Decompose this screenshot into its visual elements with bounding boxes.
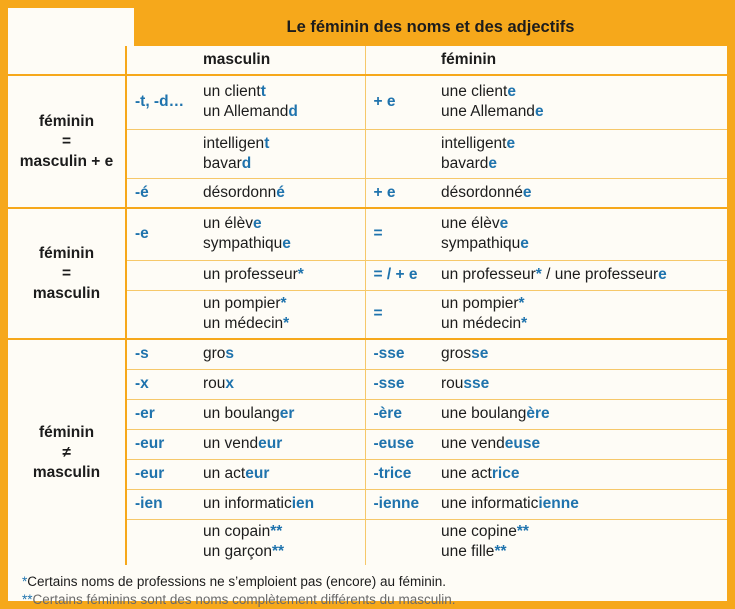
masculine-word xyxy=(195,260,365,290)
feminine-rule: = xyxy=(365,208,433,260)
masculine-ending: -e xyxy=(126,208,195,260)
feminine-word xyxy=(433,260,727,290)
word-line xyxy=(441,265,727,285)
word-line xyxy=(441,374,727,394)
table-frame xyxy=(8,8,727,607)
word-line xyxy=(441,234,727,254)
highlighted-ending: d xyxy=(288,103,298,121)
word-stem: un vend xyxy=(203,435,259,452)
word-stem: un client xyxy=(203,83,261,101)
group-label-line: masculin + e xyxy=(19,152,114,170)
highlighted-ending: ien xyxy=(291,495,315,512)
word-stem: une vend xyxy=(441,435,505,452)
feminine-word xyxy=(433,369,727,399)
word-stem: sympathiqu xyxy=(203,235,283,253)
word-stem: un médecin xyxy=(203,315,284,333)
highlighted-ending: ère xyxy=(526,405,550,422)
word-line xyxy=(441,522,727,542)
word-line xyxy=(203,154,365,174)
feminine-rule: + e xyxy=(365,178,433,208)
word-line xyxy=(441,183,727,203)
grammar-table xyxy=(8,46,727,565)
word-line xyxy=(203,404,365,424)
masculine-word xyxy=(195,290,365,339)
masculine-ending: -ien xyxy=(126,489,195,519)
word-line xyxy=(203,494,365,514)
highlighted-ending: t xyxy=(260,83,266,101)
feminine-word xyxy=(433,339,727,369)
highlighted-ending: é xyxy=(276,183,285,201)
word-line xyxy=(203,464,365,484)
highlighted-ending: e xyxy=(522,183,532,201)
highlighted-ending: * xyxy=(521,315,528,333)
group-label xyxy=(8,75,126,208)
word-line xyxy=(203,294,365,314)
highlighted-ending: euse xyxy=(504,435,541,452)
highlighted-ending: ** xyxy=(271,543,285,561)
masculine-word xyxy=(195,75,365,129)
masculine-word xyxy=(195,339,365,369)
word-line xyxy=(203,542,365,562)
masculine-ending xyxy=(126,129,195,178)
highlighted-ending: * xyxy=(535,266,542,283)
highlighted-ending: e xyxy=(506,134,516,152)
feminine-rule: -euse xyxy=(365,429,433,459)
word-stem: bavard xyxy=(441,154,489,172)
word-stem: une copine xyxy=(441,523,517,541)
feminine-word xyxy=(433,489,727,519)
footnote-1: *Certains noms de professions ne s’emploient pas (encore) au féminin. xyxy=(22,574,446,589)
group-label-line: ≠ xyxy=(62,443,71,461)
word-line xyxy=(441,542,727,562)
word-line xyxy=(203,82,365,102)
word-line xyxy=(203,374,365,394)
word-stem: un professeur xyxy=(441,266,536,283)
feminine-rule: -sse xyxy=(365,339,433,369)
word-stem: une client xyxy=(441,83,508,101)
highlighted-ending: t xyxy=(264,134,270,152)
table-row xyxy=(8,208,727,260)
word-stem: un professeur xyxy=(203,266,298,283)
word-line xyxy=(203,214,365,234)
word-stem: désordonné xyxy=(441,183,523,201)
word-stem: / une professeur xyxy=(541,266,659,283)
highlighted-ending: x xyxy=(225,375,235,392)
masculine-ending xyxy=(126,260,195,290)
highlighted-ending: e xyxy=(488,154,498,172)
word-line xyxy=(203,522,365,542)
word-stem: une boulang xyxy=(441,405,527,422)
highlighted-ending: e xyxy=(282,235,291,253)
feminine-word xyxy=(433,429,727,459)
word-line xyxy=(441,82,727,102)
highlighted-ending: s xyxy=(225,345,235,363)
word-stem: intelligent xyxy=(441,134,507,152)
group-label-line: féminin xyxy=(38,112,95,130)
table-row xyxy=(8,75,727,129)
word-stem: sympathiqu xyxy=(441,235,521,253)
highlighted-ending: d xyxy=(241,154,252,172)
feminine-rule: -ienne xyxy=(365,489,433,519)
highlighted-ending: e xyxy=(534,103,544,121)
word-line xyxy=(203,102,365,122)
word-line xyxy=(203,183,365,203)
highlighted-ending: e xyxy=(520,235,529,253)
group-label-line: masculin xyxy=(32,463,101,481)
group-label-line: féminin xyxy=(38,244,95,262)
masculine-ending xyxy=(126,519,195,565)
masculine-ending: -é xyxy=(126,178,195,208)
masculine-word xyxy=(195,208,365,260)
word-stem: un pompier xyxy=(203,295,281,313)
word-line xyxy=(441,102,727,122)
highlighted-ending: ** xyxy=(516,523,529,541)
feminine-rule: = / + e xyxy=(365,260,433,290)
masculine-ending: -x xyxy=(126,369,195,399)
highlighted-ending: rice xyxy=(491,465,520,482)
word-line xyxy=(441,434,727,454)
word-line xyxy=(441,154,727,174)
word-line xyxy=(441,314,727,334)
masculine-word xyxy=(195,429,365,459)
footnote-2: **Certains féminins sont des noms complètement différents du masculin. xyxy=(22,592,456,607)
highlighted-ending: e xyxy=(499,215,509,233)
masculine-ending: -t, -d… xyxy=(126,75,195,129)
feminine-word xyxy=(433,290,727,339)
word-stem: un élèv xyxy=(203,215,253,233)
word-line xyxy=(203,265,365,285)
group-label-line: = xyxy=(61,264,72,282)
word-stem: une fille xyxy=(441,543,495,561)
masculine-word xyxy=(195,489,365,519)
header-row xyxy=(8,46,727,75)
word-stem: gro xyxy=(203,345,226,363)
word-stem: un médecin xyxy=(441,315,522,333)
feminine-word xyxy=(433,519,727,565)
highlighted-ending: e xyxy=(658,266,667,283)
highlighted-ending: * xyxy=(518,295,525,313)
word-stem: une informatic xyxy=(441,495,539,512)
word-line xyxy=(203,134,365,154)
masculine-ending: -er xyxy=(126,399,195,429)
feminine-word xyxy=(433,208,727,260)
word-stem: une act xyxy=(441,465,492,482)
word-stem: un garçon xyxy=(203,543,272,561)
word-line xyxy=(441,494,727,514)
word-line xyxy=(441,344,727,364)
highlighted-ending: ** xyxy=(270,523,283,541)
highlighted-ending: * xyxy=(297,266,304,283)
feminine-word xyxy=(433,178,727,208)
highlighted-ending: e xyxy=(507,83,516,101)
masculine-word xyxy=(195,178,365,208)
header-feminin: féminin xyxy=(441,51,497,68)
masculine-word xyxy=(195,399,365,429)
word-stem: bavar xyxy=(203,154,242,172)
feminine-rule: -trice xyxy=(365,459,433,489)
group-label-line: féminin xyxy=(38,423,95,441)
feminine-rule: = xyxy=(365,290,433,339)
word-line xyxy=(441,464,727,484)
highlighted-ending: er xyxy=(279,405,295,422)
word-stem: un boulang xyxy=(203,405,280,422)
word-stem: un Allemand xyxy=(203,103,289,121)
word-line xyxy=(441,404,727,424)
feminine-rule: + e xyxy=(365,75,433,129)
highlighted-ending: eur xyxy=(245,465,270,482)
feminine-word xyxy=(433,399,727,429)
highlighted-ending: * xyxy=(283,315,290,333)
word-stem: un copain xyxy=(203,523,271,541)
feminine-word xyxy=(433,459,727,489)
group-label-line: masculin xyxy=(32,284,101,302)
word-stem: un pompier xyxy=(441,295,519,313)
group-label xyxy=(8,208,126,339)
feminine-rule: -sse xyxy=(365,369,433,399)
highlighted-ending: ienne xyxy=(538,495,579,512)
highlighted-ending: * xyxy=(280,295,287,313)
masculine-ending: -eur xyxy=(126,429,195,459)
highlighted-ending: eur xyxy=(258,435,283,452)
header-masculin: masculin xyxy=(195,46,365,75)
word-line xyxy=(203,344,365,364)
word-line xyxy=(203,314,365,334)
word-stem: une élèv xyxy=(441,215,500,233)
masculine-word xyxy=(195,369,365,399)
masculine-ending xyxy=(126,290,195,339)
word-stem: désordonn xyxy=(203,183,277,201)
highlighted-ending: se xyxy=(471,345,489,363)
word-stem: intelligen xyxy=(203,134,265,152)
masculine-ending: -s xyxy=(126,339,195,369)
feminine-word xyxy=(433,129,727,178)
word-line xyxy=(441,214,727,234)
word-stem: une Allemand xyxy=(441,103,535,121)
group-label xyxy=(8,339,126,565)
highlighted-ending: sse xyxy=(463,375,490,392)
feminine-rule xyxy=(365,519,433,565)
word-stem: un act xyxy=(203,465,246,482)
highlighted-ending: ** xyxy=(494,543,507,561)
word-stem: rou xyxy=(203,375,226,392)
highlighted-ending: e xyxy=(252,215,262,233)
page-title: Le féminin des noms et des adjectifs xyxy=(286,17,575,36)
table-row xyxy=(8,339,727,369)
word-stem: un informatic xyxy=(203,495,292,512)
feminine-word xyxy=(433,75,727,129)
masculine-word xyxy=(195,459,365,489)
word-line xyxy=(203,434,365,454)
word-stem: gros xyxy=(441,345,472,363)
word-line xyxy=(203,234,365,254)
word-stem: rou xyxy=(441,375,464,392)
group-label-line: = xyxy=(61,132,72,150)
masculine-ending: -eur xyxy=(126,459,195,489)
masculine-word xyxy=(195,129,365,178)
word-line xyxy=(441,134,727,154)
masculine-word xyxy=(195,519,365,565)
feminine-rule: -ère xyxy=(365,399,433,429)
feminine-rule xyxy=(365,129,433,178)
word-line xyxy=(441,294,727,314)
